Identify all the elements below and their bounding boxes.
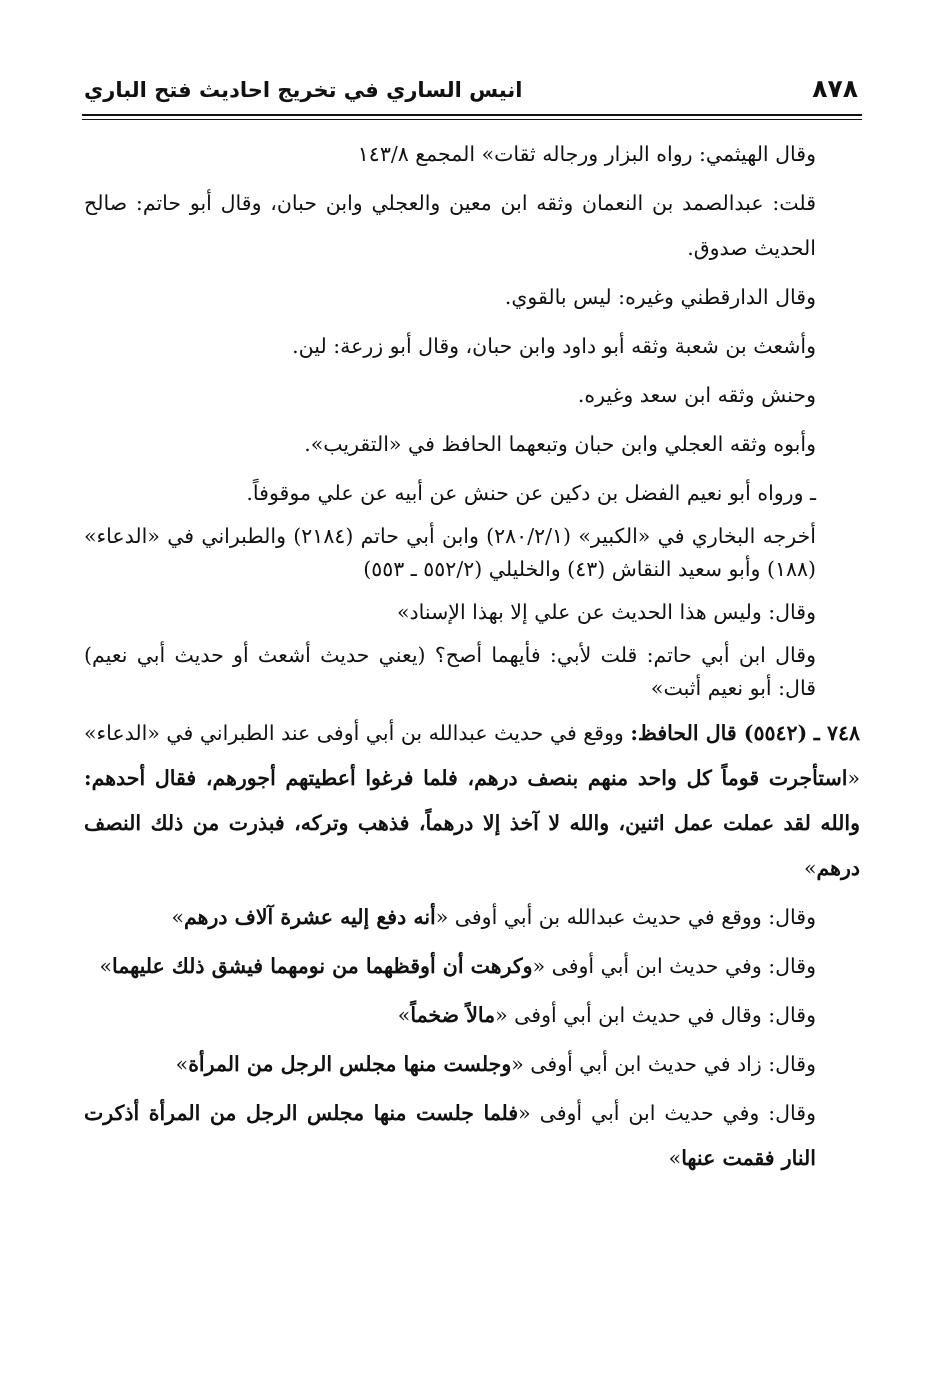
saying-close: » [668, 1146, 682, 1170]
entry-quote-close: » [803, 856, 817, 880]
entry-intro: ووقع في حديث عبدالله بن أبي أوفى عند الطبراني في «الدعاء» « [84, 721, 860, 790]
saying-lead: وقال: وفي حديث ابن أبي أوفى « [518, 1101, 816, 1125]
saying-quote: وكرهت أن أوقظهما من نومهما فيشق ذلك عليهما [112, 954, 533, 978]
page-number: ٨٧٨ [812, 74, 858, 103]
entry-number: ٧٤٨ ـ [813, 721, 860, 745]
header-rule [82, 114, 862, 116]
paragraph: وحنش وثقه ابن سعد وغيره. [577, 383, 816, 407]
saying [84, 944, 860, 989]
saying [84, 1042, 860, 1087]
book-title: انيس الساري في تخريج احاديث فتح الباري [84, 78, 523, 102]
saying-close: » [171, 905, 184, 929]
entry-reference: (٥٥٤٢) قال الحافظ: [630, 721, 808, 745]
saying-quote: أنه دفع إليه عشرة آلاف درهم [184, 905, 436, 929]
saying-close: » [175, 1052, 189, 1076]
paragraph: وأبوه وثقه العجلي وابن حبان وتبعهما الحافظ في «التقريب». [304, 432, 816, 456]
paragraph: وقال الهيثمي: رواه البزار ورجاله ثقات» المجمع ١٤٣/٨ [357, 142, 816, 166]
saying-lead: وقال: وقال في حديث ابن أبي أوفى « [495, 1003, 816, 1027]
saying [84, 1091, 860, 1181]
paragraph: وقال ابن أبي حاتم: قلت لأبي: فأيهما أصح؟ (يعني حديث أشعث أو حديث أبي نعيم) قال: أبو نعيم أثبت» [84, 643, 816, 700]
hadith-entry [84, 711, 860, 891]
paragraph: قلت: عبدالصمد بن النعمان وثقه ابن معين والعجلي وابن حبان، وقال أبو حاتم: صالح الحديث صدوق. [84, 191, 816, 260]
paragraph: وقال: وليس هذا الحديث عن علي إلا بهذا الإسناد» [397, 600, 816, 624]
saying-quote: فلما جلست منها مجلس الرجل من المرأة أذكرت النار فقمت عنها [84, 1101, 816, 1170]
saying-quote: مالاً ضخماً [410, 1003, 496, 1027]
paragraph: ـ ورواه أبو نعيم الفضل بن دكين عن حنش عن أبيه عن علي موقوفاً. [246, 481, 816, 505]
header-rule-thin [82, 119, 862, 120]
paragraph: وقال الدارقطني وغيره: ليس بالقوي. [504, 285, 816, 309]
saying [84, 993, 860, 1038]
paragraph: وأشعث بن شعبة وثقه أبو داود وابن حبان، وقال أبو زرعة: لين. [292, 334, 816, 358]
page-body [84, 132, 860, 1181]
saying-close: » [99, 954, 113, 978]
saying-lead: وقال: زاد في حديث ابن أبي أوفى « [511, 1052, 816, 1076]
hadith-entry-text [84, 711, 860, 891]
paragraph: أخرجه البخاري في «الكبير» (٢٨٠/٢/١) وابن أبي حاتم (٢١٨٤) والطبراني في «الدعاء» (١٨٨) وأبو سعيد النقاش (٤٣) والخليلي (٥٥٢/٢ ـ ٥٥٣) [84, 524, 816, 581]
entry-quote: استأجرت قوماً كل واحد منهم بنصف درهم، فلما فرغوا أعطيتهم أجورهم، فقال أحدهم: والله لقد عملت عمل اثنين، والله لا آخذ إلا درهماً، فذهب وتركه، فبذرت من ذلك النصف درهم [84, 766, 860, 880]
saying-lead: وقال: وفي حديث ابن أبي أوفى « [532, 954, 816, 978]
page-header [84, 70, 860, 114]
saying-lead: وقال: ووقع في حديث عبدالله بن أبي أوفى « [435, 905, 816, 929]
saying [84, 895, 860, 940]
saying-close: » [397, 1003, 411, 1027]
saying-quote: وجلست منها مجلس الرجل من المرأة [188, 1052, 512, 1076]
